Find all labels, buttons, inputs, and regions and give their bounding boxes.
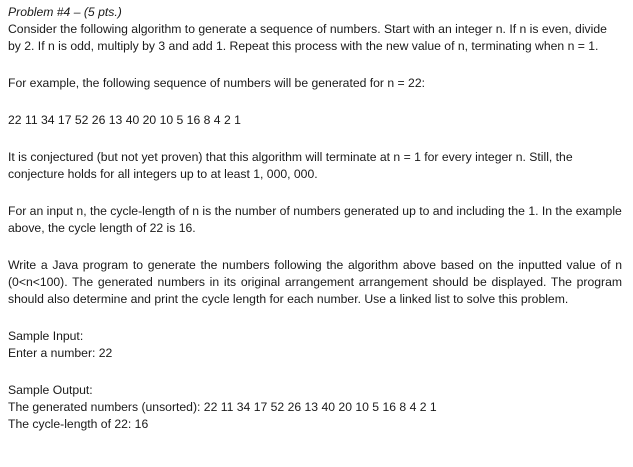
conjecture-paragraph: It is conjectured (but not yet proven) that this algorithm will terminate at n = 1 for every integer n. Still, the conjecture holds for all integers up to at least 1, 000, 000. (8, 150, 573, 181)
cycle-length-definition: For an input n, the cycle-length of n is the number of numbers generated up to and including the 1. In the example above, the cycle length of 22 is 16. (8, 204, 622, 235)
problem-title: Problem #4 – (5 pts.) (8, 5, 122, 19)
problem-intro: Consider the following algorithm to generate a sequence of numbers. Start with an integer n. If n is even, divide by 2. If n is odd, multiply by 3 and add 1. Repeat this process with the new value of n, terminating when n = 1. (8, 22, 607, 53)
sample-input-line: Enter a number: 22 (8, 346, 113, 360)
example-sequence: 22 11 34 17 52 26 13 40 20 10 5 16 8 4 2 1 (8, 113, 241, 127)
problem-document (8, 4, 622, 433)
sample-output-heading: Sample Output: (8, 383, 93, 397)
task-paragraph: Write a Java program to generate the numbers following the algorithm above based on the inputted value of n (0<n<100). The generated numbers in its original arrangement arrangement should be displayed. The program should also determine and print the cycle length for each number. Use a linked list to solve this problem. (8, 258, 622, 306)
example-intro: For example, the following sequence of numbers will be generated for n = 22: (8, 76, 425, 90)
sample-output-cycle-line: The cycle-length of 22: 16 (8, 417, 149, 431)
sample-input-heading: Sample Input: (8, 329, 84, 343)
sample-output-generated-line: The generated numbers (unsorted): 22 11 34 17 52 26 13 40 20 10 5 16 8 4 2 1 (8, 400, 437, 414)
